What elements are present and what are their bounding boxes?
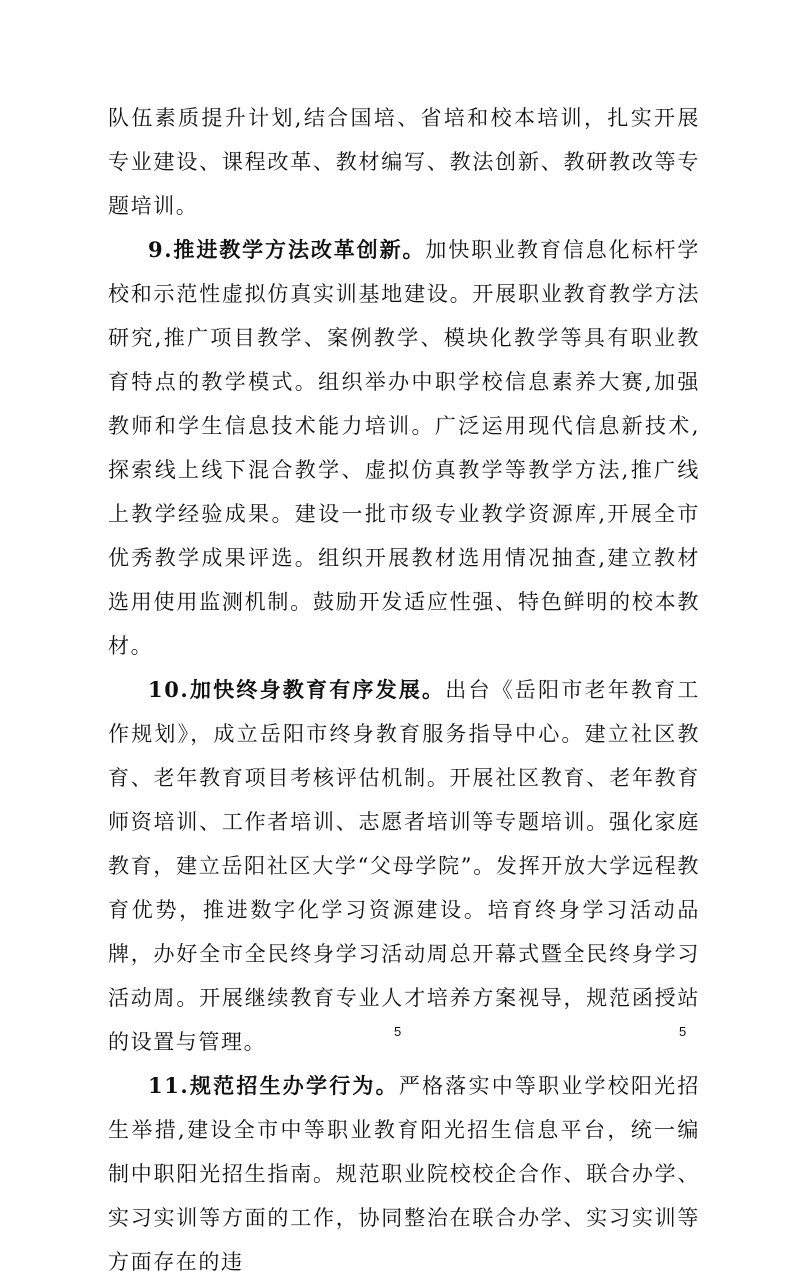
paragraph-text: 出台《岳阳市老年教育工作规划》，成立岳阳市终身教育服务指导中心。建立社区教育、老年教育项目考核评估机制。开展社区教育、老年教育师资培训、工作者培训、志愿者培训等专题培训。强化家庭教育，建立岳阳社区大学“父母学院”。发挥开放大学远程教育优势，推进数字化学习资源建设。培育终身学习活动品牌，办好全市全民终身学习活动周总开幕式暨全民终身学习活动周。开展继续教育专业人才培养方案视导，规范函授站的设置与管理。 (108, 678, 700, 1054)
paragraph-continued (108, 96, 700, 228)
paragraph-heading: 11.规范招生办学行为。 (148, 1073, 399, 1098)
paragraph-heading: 9.推进教学方法改革创新。 (148, 237, 426, 262)
paragraph-text: 加快职业教育信息化标杆学校和示范性虚拟仿真实训基地建设。开展职业教育教学方法研究,推广项目教学、案例教学、模块化教学等具有职业教育特点的教学模式。组织举办中职学校信息素养大赛,加强教师和学生信息技术能力培训。广泛运用现代信息新技术,探索线上线下混合教学、虚拟仿真教学等教学方法,推广线上教学经验成果。建设一批市级专业教学资源库,开展全市优秀教学成果评选。组织开展教材选用情况抽查,建立教材选用使用监测机制。鼓励开发适应性强、特色鲜明的校本教材。 (108, 238, 700, 658)
document-body (108, 96, 700, 1284)
paragraph-item-11 (108, 1064, 700, 1284)
paragraph-text: 队伍素质提升计划,结合国培、省培和校本培训，扎实开展专业建设、课程改革、教材编写、教法创新、教研教改等专题培训。 (108, 106, 700, 218)
paragraph-heading: 10.加快终身教育有序发展。 (148, 677, 446, 702)
paragraph-item-10 (108, 668, 700, 1064)
page-number-center: 5 (394, 1024, 402, 1039)
paragraph-text: 严格落实中等职业学校阳光招生举措,建设全市中等职业教育阳光招生信息平台，统一编制中职阳光招生指南。规范职业院校校企合作、联合办学、实习实训等方面的工作，协同整治在联合办学、实习实训等方面存在的违 (108, 1074, 700, 1274)
page-number-right: 5 (679, 1024, 687, 1039)
paragraph-item-9 (108, 228, 700, 668)
